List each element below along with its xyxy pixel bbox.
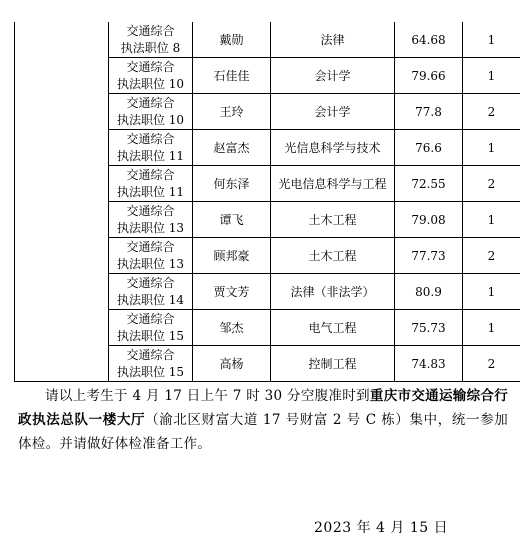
position-line2: 执法职位 14 (116, 292, 185, 307)
rank-cell: 1 (463, 274, 520, 310)
position-cell (109, 202, 193, 238)
position-line2: 执法职位 13 (116, 220, 185, 235)
position-cell (109, 274, 193, 310)
major-cell: 光电信息科学与工程 (271, 166, 395, 202)
position-cell (109, 310, 193, 346)
score-cell: 77.73 (395, 238, 463, 274)
notice-text-part1: 请以上考生于 4 月 17 日上午 7 时 30 分空腹准时到 (45, 388, 370, 404)
position-line2: 执法职位 11 (116, 148, 185, 163)
position-line2: 执法职位 10 (116, 76, 185, 91)
position-line1: 交通综合 (126, 311, 175, 326)
rank-cell: 1 (463, 130, 520, 166)
rank-cell: 2 (463, 94, 520, 130)
position-line1: 交通综合 (126, 23, 175, 38)
position-cell (109, 130, 193, 166)
position-line1: 交通综合 (126, 131, 175, 146)
position-cell (109, 58, 193, 94)
position-cell (109, 238, 193, 274)
major-cell: 会计学 (271, 58, 395, 94)
name-cell: 石佳佳 (193, 58, 271, 94)
notice-location: 重庆市交通运输综合行政执法总队一楼大厅 (18, 388, 509, 428)
name-cell: 王玲 (193, 94, 271, 130)
major-cell: 法律 (271, 22, 395, 58)
rank-cell: 2 (463, 346, 520, 382)
score-cell: 79.66 (395, 58, 463, 94)
rank-cell: 1 (463, 310, 520, 346)
name-cell: 邹杰 (193, 310, 271, 346)
notice-paragraph (18, 384, 508, 456)
rank-cell: 1 (463, 58, 520, 94)
position-cell (109, 346, 193, 382)
name-cell: 何东泽 (193, 166, 271, 202)
position-cell (109, 166, 193, 202)
results-table-body (15, 22, 520, 382)
position-line1: 交通综合 (126, 275, 175, 290)
position-line1: 交通综合 (126, 347, 175, 362)
score-cell: 76.6 (395, 130, 463, 166)
notice-text-part2: （渝北区财富大道 17 号财富 2 号 C 栋）集中，统一参加体检。并请做好体检准备工作。 (18, 412, 508, 452)
major-cell: 控制工程 (271, 346, 395, 382)
position-cell (109, 22, 193, 58)
major-cell: 会计学 (271, 94, 395, 130)
score-cell: 74.83 (395, 346, 463, 382)
score-cell: 79.08 (395, 202, 463, 238)
position-line2: 执法职位 15 (116, 364, 185, 379)
major-cell: 法律（非法学） (271, 274, 395, 310)
major-cell: 电气工程 (271, 310, 395, 346)
score-cell: 75.73 (395, 310, 463, 346)
rank-cell: 1 (463, 22, 520, 58)
position-line2: 执法职位 8 (120, 40, 181, 55)
score-cell: 77.8 (395, 94, 463, 130)
position-line1: 交通综合 (126, 203, 175, 218)
score-cell: 72.55 (395, 166, 463, 202)
merged-blank-cell (15, 22, 109, 382)
notice-date: 2023 年 4 月 15 日 (314, 520, 449, 536)
major-cell: 土木工程 (271, 238, 395, 274)
rank-cell: 2 (463, 166, 520, 202)
position-line2: 执法职位 15 (116, 328, 185, 343)
position-line1: 交通综合 (126, 167, 175, 182)
name-cell: 谭飞 (193, 202, 271, 238)
position-line2: 执法职位 11 (116, 184, 185, 199)
position-line1: 交通综合 (126, 239, 175, 254)
position-line2: 执法职位 13 (116, 256, 185, 271)
results-table (14, 22, 520, 382)
rank-cell: 1 (463, 202, 520, 238)
position-cell (109, 94, 193, 130)
position-line2: 执法职位 10 (116, 112, 185, 127)
major-cell: 土木工程 (271, 202, 395, 238)
name-cell: 顾邦豪 (193, 238, 271, 274)
score-cell: 64.68 (395, 22, 463, 58)
position-line1: 交通综合 (126, 59, 175, 74)
name-cell: 高杨 (193, 346, 271, 382)
name-cell: 贾文芳 (193, 274, 271, 310)
rank-cell: 2 (463, 238, 520, 274)
major-cell: 光信息科学与技术 (271, 130, 395, 166)
name-cell: 戴勋 (193, 22, 271, 58)
table-row (15, 22, 520, 58)
score-cell: 80.9 (395, 274, 463, 310)
position-line1: 交通综合 (126, 95, 175, 110)
name-cell: 赵富杰 (193, 130, 271, 166)
